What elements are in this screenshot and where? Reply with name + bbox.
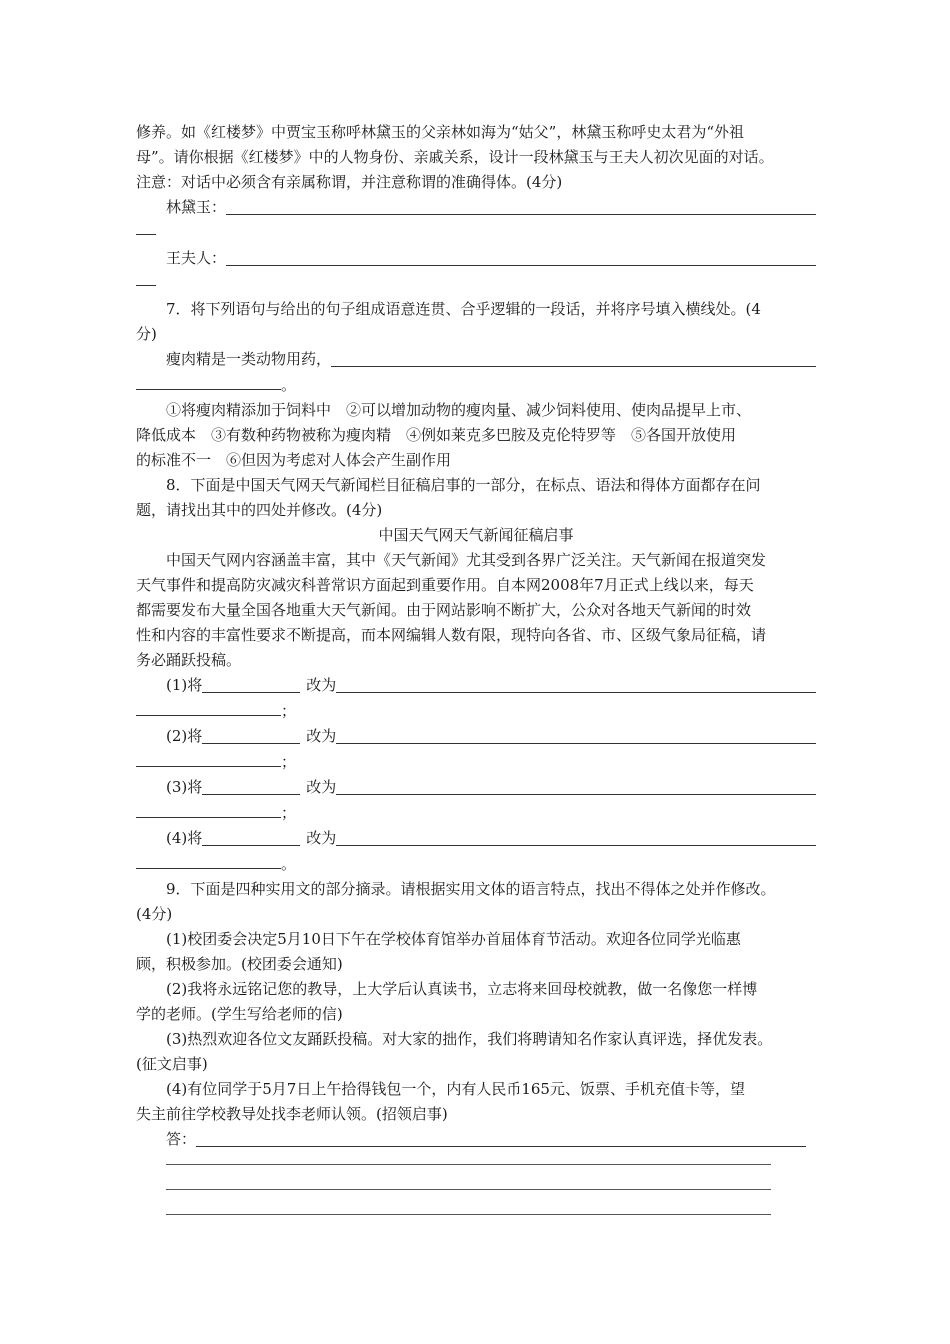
q7-answer-blank-continuation[interactable] xyxy=(136,372,281,390)
change-label: 改为 xyxy=(306,727,337,745)
end-mark: 。 xyxy=(281,855,297,873)
original-blank[interactable] xyxy=(202,828,300,846)
revision-blank[interactable] xyxy=(336,726,816,744)
answer-blank-continuation[interactable] xyxy=(136,271,156,286)
q9-item-1-line-2: 顾，积极参加。(校团委会通知) xyxy=(136,955,343,973)
q9-line-2: (4分) xyxy=(136,905,173,923)
answer-row-wangfuren xyxy=(136,246,816,271)
revision-blank-continuation[interactable] xyxy=(136,800,281,818)
answer-blank-lindaiyu[interactable] xyxy=(226,197,816,215)
end-mark: ； xyxy=(281,702,297,720)
revision-blank-continuation[interactable] xyxy=(136,749,281,767)
answer-number: (4)将 xyxy=(166,829,203,847)
revision-blank[interactable] xyxy=(336,675,816,693)
q8-answer-row-1 xyxy=(136,673,816,698)
end-mark: ； xyxy=(281,753,297,771)
q7-line-1: 7．将下列语句与给出的句子组成语意连贯、合乎逻辑的一段话，并将序号填入横线处。(4 xyxy=(166,300,761,318)
speaker-wangfuren: 王夫人： xyxy=(166,249,227,267)
q9-answer-line-4[interactable] xyxy=(166,1202,771,1215)
original-blank[interactable] xyxy=(202,675,300,693)
q7-blank-continuation-row xyxy=(136,372,816,398)
end-mark: ； xyxy=(281,804,297,822)
q9-answer-blank[interactable] xyxy=(196,1129,806,1147)
q7-prompt-row xyxy=(136,347,816,372)
intro-line-3: 注意：对话中必须含有亲属称谓，并注意称谓的准确得体。(4分) xyxy=(136,173,563,191)
q8-answer-continuation-1 xyxy=(136,698,816,724)
q8-notice-line-2: 天气事件和提高防灾减灾科普常识方面起到重要作用。自本网2008年7月正式上线以来，每天 xyxy=(136,576,754,594)
q7-line-2: 分) xyxy=(136,325,157,343)
intro-line-2: 母”。请你根据《红楼梦》中的人物身份、亲戚关系，设计一段林黛玉与王夫人初次见面的对话。 xyxy=(136,148,774,166)
answer-number: (2)将 xyxy=(166,727,203,745)
q9-item-2-line-2: 学的老师。(学生写给老师的信) xyxy=(136,1005,343,1023)
q7-options-line-1: ①将瘦肉精添加于饲料中 ②可以增加动物的瘦肉量、减少饲料使用、使肉品提早上市、 xyxy=(166,401,752,419)
q8-notice-title: 中国天气网天气新闻征稿启事 xyxy=(378,526,574,544)
q8-answer-row-3 xyxy=(136,775,816,800)
q9-item-1-line-1: (1)校团委会决定5月10日下午在学校体育馆举办首届体育节活动。欢迎各位同学光临惠 xyxy=(166,930,741,948)
q8-notice-line-5: 务必踊跃投稿。 xyxy=(136,651,242,669)
q9-answer-row xyxy=(136,1127,806,1152)
q9-item-2-line-1: (2)我将永远铭记您的教导，上大学后认真读书，立志将来回母校就教，做一名像您一样博 xyxy=(166,980,758,998)
q7-answer-blank[interactable] xyxy=(331,349,816,367)
q8-answer-row-2 xyxy=(136,724,816,749)
q8-answer-row-4 xyxy=(136,826,816,851)
q9-item-3-line-1: (3)热烈欢迎各位文友踊跃投稿。对大家的拙作，我们将聘请知名作家认真评选，择优发表。 xyxy=(166,1030,773,1048)
q7-end-mark: 。 xyxy=(281,376,297,394)
change-label: 改为 xyxy=(306,829,337,847)
q9-line-1: 9．下面是四种实用文的部分摘录。请根据实用文体的语言特点，找出不得体之处并作修改。 xyxy=(166,880,776,898)
q9-item-4-line-1: (4)有位同学于5月7日上午拾得钱包一个，内有人民币165元、饭票、手机充值卡等，望 xyxy=(166,1080,745,1098)
q8-notice-line-3: 都需要发布大量全国各地重大天气新闻。由于网站影响不断扩大，公众对各地天气新闻的时效 xyxy=(136,601,752,619)
revision-blank[interactable] xyxy=(336,828,816,846)
q7-options-line-2: 降低成本 ③有数种药物被称为瘦肉精 ④例如莱克多巴胺及克伦特罗等 ⑤各国开放使用 xyxy=(136,426,737,444)
q9-answer-label: 答： xyxy=(166,1130,197,1148)
q8-notice-line-4: 性和内容的丰富性要求不断提高，而本网编辑人数有限，现特向各省、市、区级气象局征稿，请 xyxy=(136,626,767,644)
revision-blank[interactable] xyxy=(336,777,816,795)
q9-answer-line-2[interactable] xyxy=(166,1152,771,1165)
revision-blank-continuation[interactable] xyxy=(136,698,281,716)
q8-answer-continuation-4 xyxy=(136,851,816,877)
change-label: 改为 xyxy=(306,778,337,796)
q9-answer-line-3[interactable] xyxy=(166,1177,771,1190)
speaker-lindaiyu: 林黛玉： xyxy=(166,198,227,216)
q7-prompt: 瘦肉精是一类动物用药， xyxy=(166,350,332,368)
revision-blank-continuation[interactable] xyxy=(136,851,281,869)
q9-item-4-line-2: 失主前往学校教导处找李老师认领。(招领启事) xyxy=(136,1105,448,1123)
answer-blank-wangfuren[interactable] xyxy=(226,248,816,266)
answer-number: (1)将 xyxy=(166,676,203,694)
q8-notice-line-1: 中国天气网内容涵盖丰富，其中《天气新闻》尤其受到各界广泛关注。天气新闻在报道突发 xyxy=(166,551,767,569)
q8-line-1: 8．下面是中国天气网天气新闻栏目征稿启事的一部分，在标点、语法和得体方面都存在问 xyxy=(166,476,761,494)
q8-answer-continuation-3 xyxy=(136,800,816,826)
change-label: 改为 xyxy=(306,676,337,694)
q7-options-line-3: 的标准不一 ⑥但因为考虑对人体会产生副作用 xyxy=(136,451,452,469)
original-blank[interactable] xyxy=(202,777,300,795)
original-blank[interactable] xyxy=(202,726,300,744)
q9-item-3-line-2: (征文启事) xyxy=(136,1055,208,1073)
answer-row-lindaiyu xyxy=(136,195,816,220)
q8-line-2: 题，请找出其中的四处并修改。(4分) xyxy=(136,501,383,519)
answer-blank-continuation[interactable] xyxy=(136,220,156,235)
answer-number: (3)将 xyxy=(166,778,203,796)
intro-line-1: 修养。如《红楼梦》中贾宝玉称呼林黛玉的父亲林如海为“姑父”，林黛玉称呼史太君为“外祖 xyxy=(136,123,745,141)
document-page xyxy=(136,120,816,1227)
q8-answer-continuation-2 xyxy=(136,749,816,775)
